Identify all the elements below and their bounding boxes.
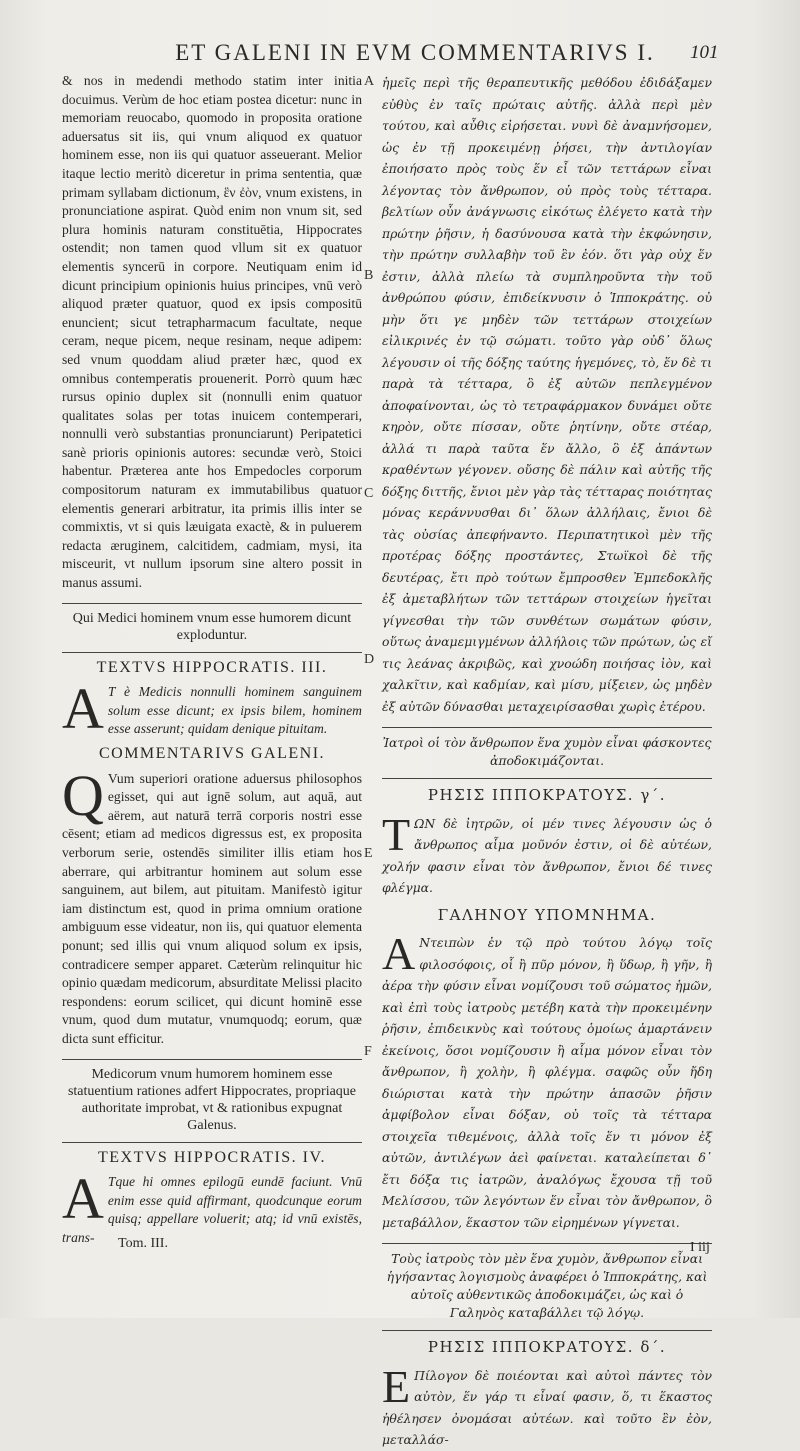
commentarius-dropcap: Q <box>62 762 104 828</box>
rhesis-3-text: ΩΝ δὲ ἰητρῶν, οἱ μέν τινες λέγουσιν ὡς ὁ ἄνθρωπος αἷμα μοῦνόν ἐστιν, οἱ δὲ αὐτέων, χολήν φασιν εἶναι τὸν ἄνθρωπον, ἔνιοι δέ τινες φλέγμα. <box>382 815 712 895</box>
greek-caption-1: Ἰατροὶ οἱ τὸν ἄνθρωπον ἕνα χυμὸν εἶναι φάσκοντες ἀποδοκιμάζονται. <box>382 735 712 768</box>
rhesis-4-dropcap: E <box>382 1360 411 1412</box>
margin-letter-c: C <box>364 486 374 501</box>
commentarius-paragraph <box>62 762 362 1049</box>
volume-signature: Tom. III. <box>118 1236 168 1251</box>
textus-4-title: TEXTVS HIPPOCRATIS. IV. <box>97 1148 326 1166</box>
margin-letter-e: E <box>364 846 373 861</box>
latin-caption-2: Medicorum vnum humorem hominem esse statuentium rationes adfert Hippocrates, propriaque authoritate improbat, vt & rationibus expugnat Galenus. <box>67 1066 357 1133</box>
hypomnema-dropcap: A <box>382 928 416 979</box>
hypomnema-paragraph <box>382 928 712 1233</box>
textus-4-paragraph <box>62 1166 362 1247</box>
margin-letter-a: A <box>364 74 375 89</box>
greek-caption-2: Τοὺς ἰατροὺς τὸν μὲν ἕνα χυμὸν, ἄνθρωπον εἶναι ἡγήσαντας λογισμοὺς ἀναφέρει ὁ Ἱπποκράτης, καὶ αὐτοῖς αὐθεντικῶς ἀποδοκιμάζει, ὡς καὶ ὁ Γαληνὸς καταβάλλει τῷ λόγῳ. <box>386 1251 708 1320</box>
divider <box>62 1142 362 1143</box>
running-title: ET GALENI IN EVM COMMENTARIVS I. <box>175 40 655 65</box>
commentarius-text: Vum superiori oratione aduersus philosophos egisset, qui aut ignē solum, aut aquā, aut aërem, aut naturā terrā corporis nostri esse cēsent; etiam ad medicos digressus est, ex proposita verborum serie, ostendēs similiter illis etiam hos aberrare, qui arbitrantur hominem aut solum esse sanguinem, aut bilem, aut pituitam. Manifestò igitur iam distinctum est, quod in prima omnium oratione ambiguum esse videatur, non iis, qui quatuor elementa ponunt; sed illis qui vnum aliquod solum ex ipsis, contradicere semper apparet. Cæterùm relinquitur hic opinio quædam medicorum, absurditate Melissi placito respondens: eorum scilicet, qui dicunt hominē esse vnum, quod dum mutatur, vnumquodq; eorum, quæ dicta sunt efficitur. <box>62 770 362 1046</box>
textus-3-text: T è Medicis nonnulli hominem sanguinem solum esse dicunt; ex ipsis bilem, hominem esse asserunt; quidam denique pituitam. <box>107 684 362 737</box>
divider <box>382 778 712 779</box>
folio-number: 101 <box>690 42 719 63</box>
textus-4-dropcap: A <box>62 1166 104 1232</box>
gathering-signature: I iij <box>690 1240 710 1255</box>
textus-3-paragraph <box>62 676 362 742</box>
rhesis-4-text: Πίλογον δὲ ποιέονται καὶ αὐτοὶ πάντες τὸν αὐτὸν, ἕν γάρ τι εἶναί φασιν, ὅ, τι ἕκαστος ἠθέλησεν ὀνομάσαι αὐτέων. καὶ τοῦτο ἓν ἐὸν, μεταλλάσ- <box>382 1367 712 1447</box>
rhesis-4-paragraph <box>382 1360 712 1451</box>
margin-letter-b: B <box>364 268 374 283</box>
margin-letter-d: D <box>364 652 375 667</box>
divider <box>382 727 712 728</box>
latin-column <box>62 72 362 1247</box>
textus-4-text: Tque hi omnes epilogū eundē faciunt. Vnū enim esse quid affirmant, quodcunque eorum quisq; appellare voluerit; atq; id vnū existēs, trans- <box>62 1174 362 1245</box>
textus-3-title: TEXTVS HIPPOCRATIS. III. <box>96 658 328 676</box>
divider <box>382 1330 712 1331</box>
divider <box>62 603 362 604</box>
greek-column <box>382 72 712 1451</box>
rhesis-3-paragraph <box>382 808 712 899</box>
rhesis-3-title: ΡΗΣΙΣ ΙΠΠΟΚΡΑΤΟΥΣ. γ΄. <box>427 786 667 804</box>
rhesis-3-dropcap: T <box>382 808 411 860</box>
hypomnema-title: ΓΑΛΗΝΟΥ ΥΠΟΜΝΗΜΑ. <box>437 905 657 924</box>
latin-intro-paragraph: & nos in medendi methodo statim inter initia docuimus. Verùm de hoc etiam postea dicetur: nunc in memoriam reuocabo, quomodo in proposita oratione aduersatus sit iis, qui vnum aliquod ex quatuor hominem esse, non iis qui quatuor asseuerant. Melior itaque lectio meritò diceretur in prima sententia, quæ primam syllabam dictionum, ἓν ἐὸν, vnum existens, in pronunciatione aspirat. Quòd enim non vnum sit, sed plura hominis naturam constituētia, Hippocrates ostendit; non tamen quod vllum sit ex quatuor elementis syncerū in corpore. Neutiquam enim id dicunt principium opinionis huius principes, vnū verò aliquod præter quatuor, quod ex ipsis compositū enuncient; sicut tetrapharmacum facultate, neque ceram, neque picem, neque resinam, neque adipem: sed vnum quoddam aliud præter hæc, quod ex omnibus contemperatis prouenerit. Porrò quum hæc rursus opinio duplex sit (nonnulli enim quatuor qualitates solas per totas inuicem contemperari, nonnulli verò substantias pronunciarunt) Peripatetici sanè prioris opinionis autores: secundæ verò, Stoici habentur. Præterea ante hos Empedocles corporum compositorum naturam ex immutabilibus quatuor elementis generari arbitratur, ita primis illis inter se commixtis, vt si quis læuigata exactè, & in puluerem redacta æruginem, calcitidem, cadmiam, mysi, ita misceurit, vt nullum ipsorum sine altero possit in manus assumi. <box>62 73 362 591</box>
rhesis-4-title: ΡΗΣΙΣ ΙΠΠΟΚΡΑΤΟΥΣ. δ΄. <box>427 1338 667 1356</box>
commentarius-title: COMMENTARIVS GALENI. <box>98 745 326 762</box>
hypomnema-text: Ντειπὼν ἐν τῷ πρὸ τούτου λόγῳ τοῖς φιλοσόφοις, οἷ ἢ πῦρ μόνον, ἢ ὕδωρ, ἢ γῆν, ἢ ἀέρα τὴν φύσιν εἶναι νομίζουσι τοῦ σώματος ἡμῶν, καὶ ἐπὶ τοὺς ἰατροὺς μετέβη κατὰ τὴν προκειμένην ῥῆσιν, ἐπιδεικνὺς καὶ τούτους ὁμοίως ἁμαρτάνειν ἐκείνοις, ὅσοι νομίζουσιν ἢ αἷμα μόνον εἶναι τὸν ἄνθρωπον, ἢ χολὴν, ἢ φλέγμα. σαφῶς οὖν ἤδη διώρισται κατὰ τὴν πρώτην ἁπασῶν ῥῆσιν ἀμφίβολον εἶναι δόξαν, οὐ τοῖς τὰ τέτταρα στοιχεῖα τιθεμένοις, ἀλλὰ τοῖς ἕν τι μόνον ἐξ αὐτῶν, ἀντιλέγων ἀεὶ φαίνεται. καταλείπεται δ᾽ ἔτι δόξα τις ἰατρῶν, ἀναλόγως ἔχουσα τῇ τοῦ Μελίσσου, τῶν λεγόντων ἕν εἶναι τὸν ἄνθρωπον, ὃ μεταβάλλον, ἕκαστον τῶν εἰρημένων γίγνεται. <box>382 935 712 1230</box>
margin-letter-f: F <box>364 1044 372 1059</box>
divider <box>62 652 362 653</box>
textus-3-dropcap: A <box>62 676 104 742</box>
greek-intro-paragraph: ἡμεῖς περὶ τῆς θεραπευτικῆς μεθόδου ἐδιδάξαμεν εὐθὺς ἐν ταῖς πρώταις αὐτῆς. ἀλλὰ περὶ μὲν τούτου, καὶ αὖθις εἰρήσεται. νυνὶ δὲ ἀναμνήσομεν, ὡς ἐν τῇ προκειμένῃ ῥήσει, τὴν ἀντιλογίαν ἐποιήσατο πρὸς τοὺς ἕν εἶ τῶν τεττάρων εἶναι λέγοντας τὸν ἄνθρωπον, οὐ πρὸς τοὺς τέτταρα. βελτίων οὖν ἀνάγνωσις εἰκότως ἐλέγετο κατὰ τὴν πρώτην ῥῆσιν, ἡ δασύνουσα κατὰ τὴν ἐκφώνησιν, τὴν πρώτην συλλαβὴν τοῦ ἓν ἐόν. ὅτι γὰρ οὐχ ἕν ἐστιν, ἀλλὰ πλείω τὰ συμπληροῦντα τὴν τοῦ ἀνθρώπου φύσιν, ἐπιδείκνυσιν ὁ Ἱπποκράτης. οὐ μὴν ὅτι γε μηδὲν τῶν τεττάρων στοιχείων εἰλικρινές ἐν τῷ σώματι. τοῦτο γὰρ οὐδ᾽ ὅλως λέγουσιν οἱ τῆς δόξης ταύτης ἡγεμόνες, τὸ, ἕν δὲ τι παρὰ τὰ τέτταρα, ὃ ἐξ αὐτῶν πεπλεγμένον ἀποφαίνονται, ὡς τὸ τετραφάρμακον δυνάμει οὔτε κηρὸν, οὔτε πίσσαν, οὔτε ῥητίνην, οὔτε στέαρ, ἀλλά τι παρὰ ταῦτα ἕν ἄλλο, ὃ ἐξ ἁπάντων κραθέντων γέγονεν. οὔσης δὲ πάλιν καὶ αὐτῆς τῆς δόξης διττῆς, ἔνιοι μὲν γὰρ τὰς τέτταρας ποιότητας μόνας κεράννυσθαι δι᾽ ὅλων ἀλλήλαις, ἔνιοι δὲ τὰς οὐσίας ἀπεφήναντο. Περιπατητικοὶ μὲν τῆς προτέρας δόξης προστάντες, Στωϊκοὶ δὲ τῆς δευτέρας, ἔτι πρὸ τούτων ἔμπροσθεν Ἐμπεδοκλῆς ἐξ ἀμεταβλήτων τῶν τεττάρων στοιχείων ἡγεῖται γίγνεσθαι τὴν τῶν συνθέτων σωμάτων φύσιν, οὕτως ἀναμεμιγμένων ἀλλήλοις τῶν πρώτων, ὡς εἴ τις λεάνας ἀκριβῶς, καὶ χνοώδη ποιήσας ἰὸν, καὶ χαλκῖτιν, καὶ καδμίαν, καὶ μίσυ, μίξειεν, ὡς μηδὲν ἐξ αὐτῶν δύνασθαι μεταχειρίσασθαι χωρὶς ἑτέρου. <box>382 75 712 714</box>
divider <box>382 1243 712 1244</box>
divider <box>62 1059 362 1060</box>
latin-caption-1: Qui Medici hominem vnum esse humorem dicunt exploduntur. <box>72 610 352 643</box>
